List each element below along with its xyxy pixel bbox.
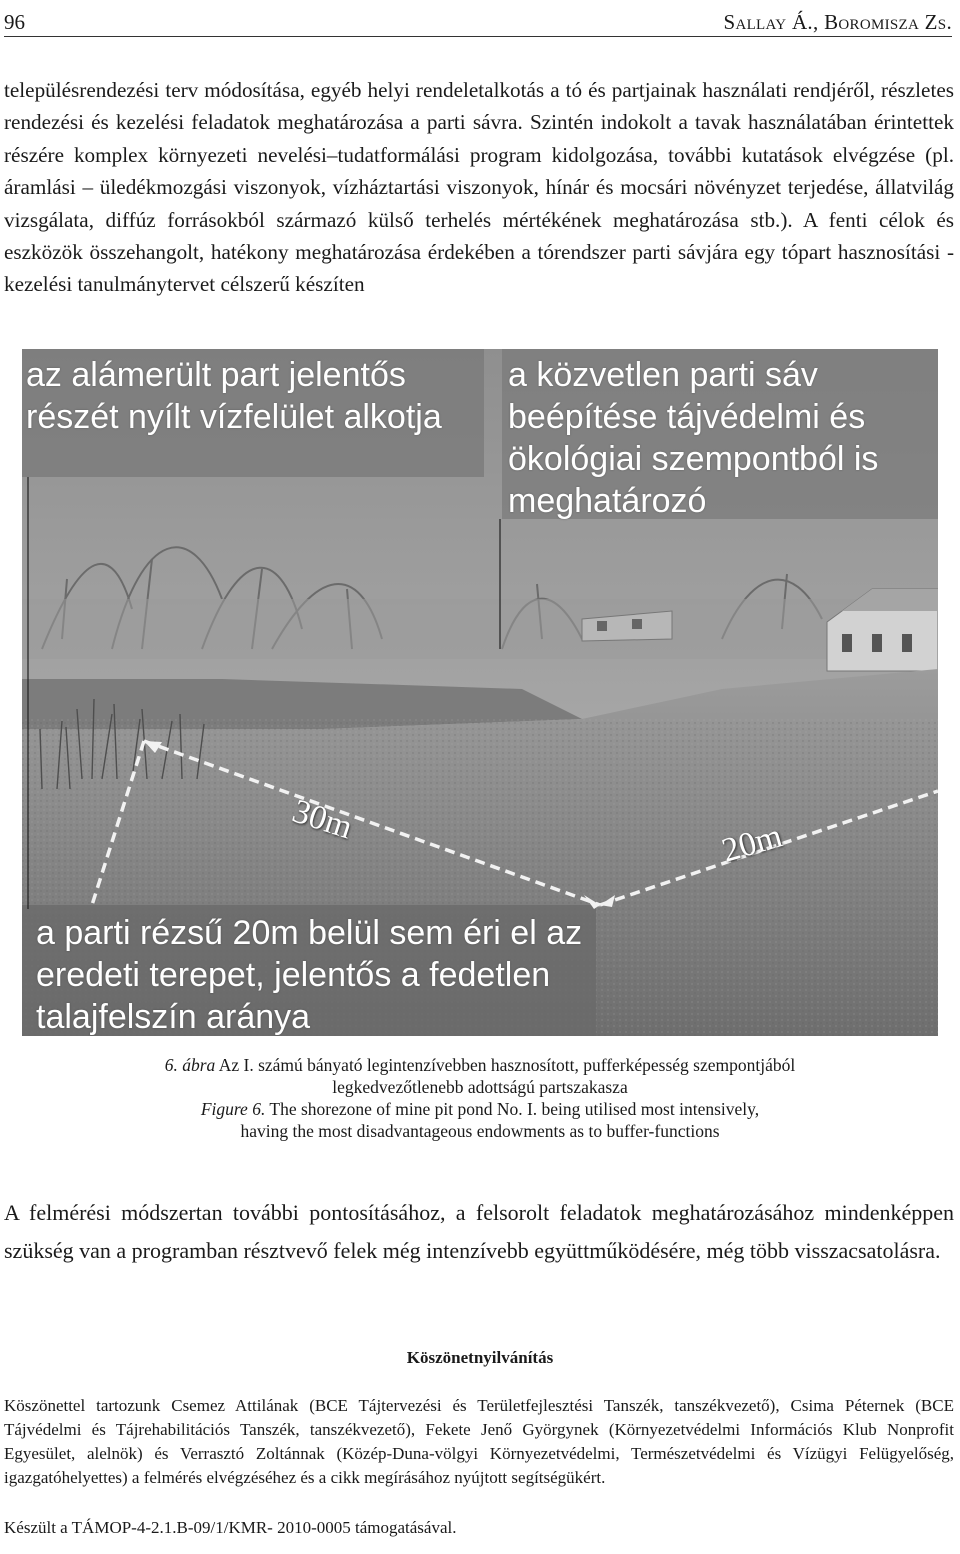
acknowledgement-funding: Készült a TÁMOP-4-2.1.B-09/1/KMR- 2010-0005 támogatásával. — [4, 1518, 457, 1537]
body-paragraph-1: településrendezési terv módosítása, egyéb helyi rendeletalkotás a tó és partjainak használati rendjéről, részletes rendezési és kezelési feladatok meghatározása a parti sávra. Szintén indokolt a tavak használatában érintettek részére komplex környezeti nevelési–tudatformálási program kidolgozása, további kutatások elvégzése (pl. áramlási – üledékmozgási viszonyok, vízháztartási viszonyok, hínár és mocsári növényzet terjedése, állatvilág vizsgálata, diffúz forrásokból származó külső terhelés mértékének meghatározása stb.). A fenti célok és eszközök összehangolt, hatékony meghatározása érdekében a tórendszer parti sávjára egy tópart hasznosítási - kezelési tanulmánytervet célszerű készíten — [4, 78, 954, 297]
acknowledgement-text: Köszönettel tartozunk Csemez Attilának (BCE Tájtervezési és Területfejlesztési Tanszék, tanszékvezető), Csima Péternek (BCE Tájvédelmi és Tájrehabilitációs Tanszék, tanszékvezető), Fekete Jenő Györgynek (Környezetvédelmi Információs Klub Nonprofit Egyesület, alelnök) és Verrasztó Zoltánnak (Közép-Duna-völgyi Környezetvédelmi, Természetvédelmi és Vízügyi Felügyelőség, igazgatóhelyettes) a felmérés elvégzéséhez és a cikk megírásához nyújtott segítségükért. — [4, 1396, 954, 1487]
caption-en-label: Figure 6. — [200, 1099, 266, 1119]
page-header — [4, 6, 952, 37]
figure-label-top-left: az alámerült part jelentős részét nyílt vízfelület alkotja — [26, 356, 442, 436]
caption-en-text1: The shorezone of mine pit pond No. I. being utilised most intensively, — [265, 1099, 760, 1119]
measure-30m: 30m — [287, 792, 357, 847]
running-head: Sallay Á., Boromisza Zs. — [723, 10, 952, 34]
body-paragraph-2: A felmérési módszertan további pontosításához, a felsorolt feladatok meghatározásához mindenképpen szükség van a programban résztvevő felek még intenzívebb együttműködésére, még több visszacsatolásra. — [4, 1200, 954, 1263]
acknowledgement-title: Köszönetnyilvánítás — [406, 1348, 554, 1367]
caption-hu-line1 — [0, 1054, 960, 1076]
caption-en-line1 — [0, 1098, 960, 1120]
figure-photo — [22, 349, 938, 1036]
caption-hu-text1: Az I. számú bányató legintenzívebben hasznosított, pufferképesség szempontjából — [215, 1055, 796, 1075]
measure-20m: 20m — [717, 817, 787, 870]
caption-en-line2: having the most disadvantageous endowments as to buffer-functions — [240, 1121, 720, 1141]
tree-band — [22, 599, 938, 659]
caption-hu-line2: legkedvezőtlenebb adottságú partszakasza — [332, 1077, 628, 1097]
figure-label-bottom: a parti rézsű 20m belül sem éri el az eredeti terepet, jelentős a fedetlen talajfelszín aránya — [36, 914, 583, 1036]
page-number: 96 — [4, 10, 25, 34]
figure-caption — [0, 1054, 960, 1142]
caption-hu-label: 6. ábra — [164, 1055, 216, 1075]
figure-label-top-right: a közvetlen parti sáv beépítése tájvédelmi és ökológiai szempontból is meghatározó — [508, 356, 879, 520]
